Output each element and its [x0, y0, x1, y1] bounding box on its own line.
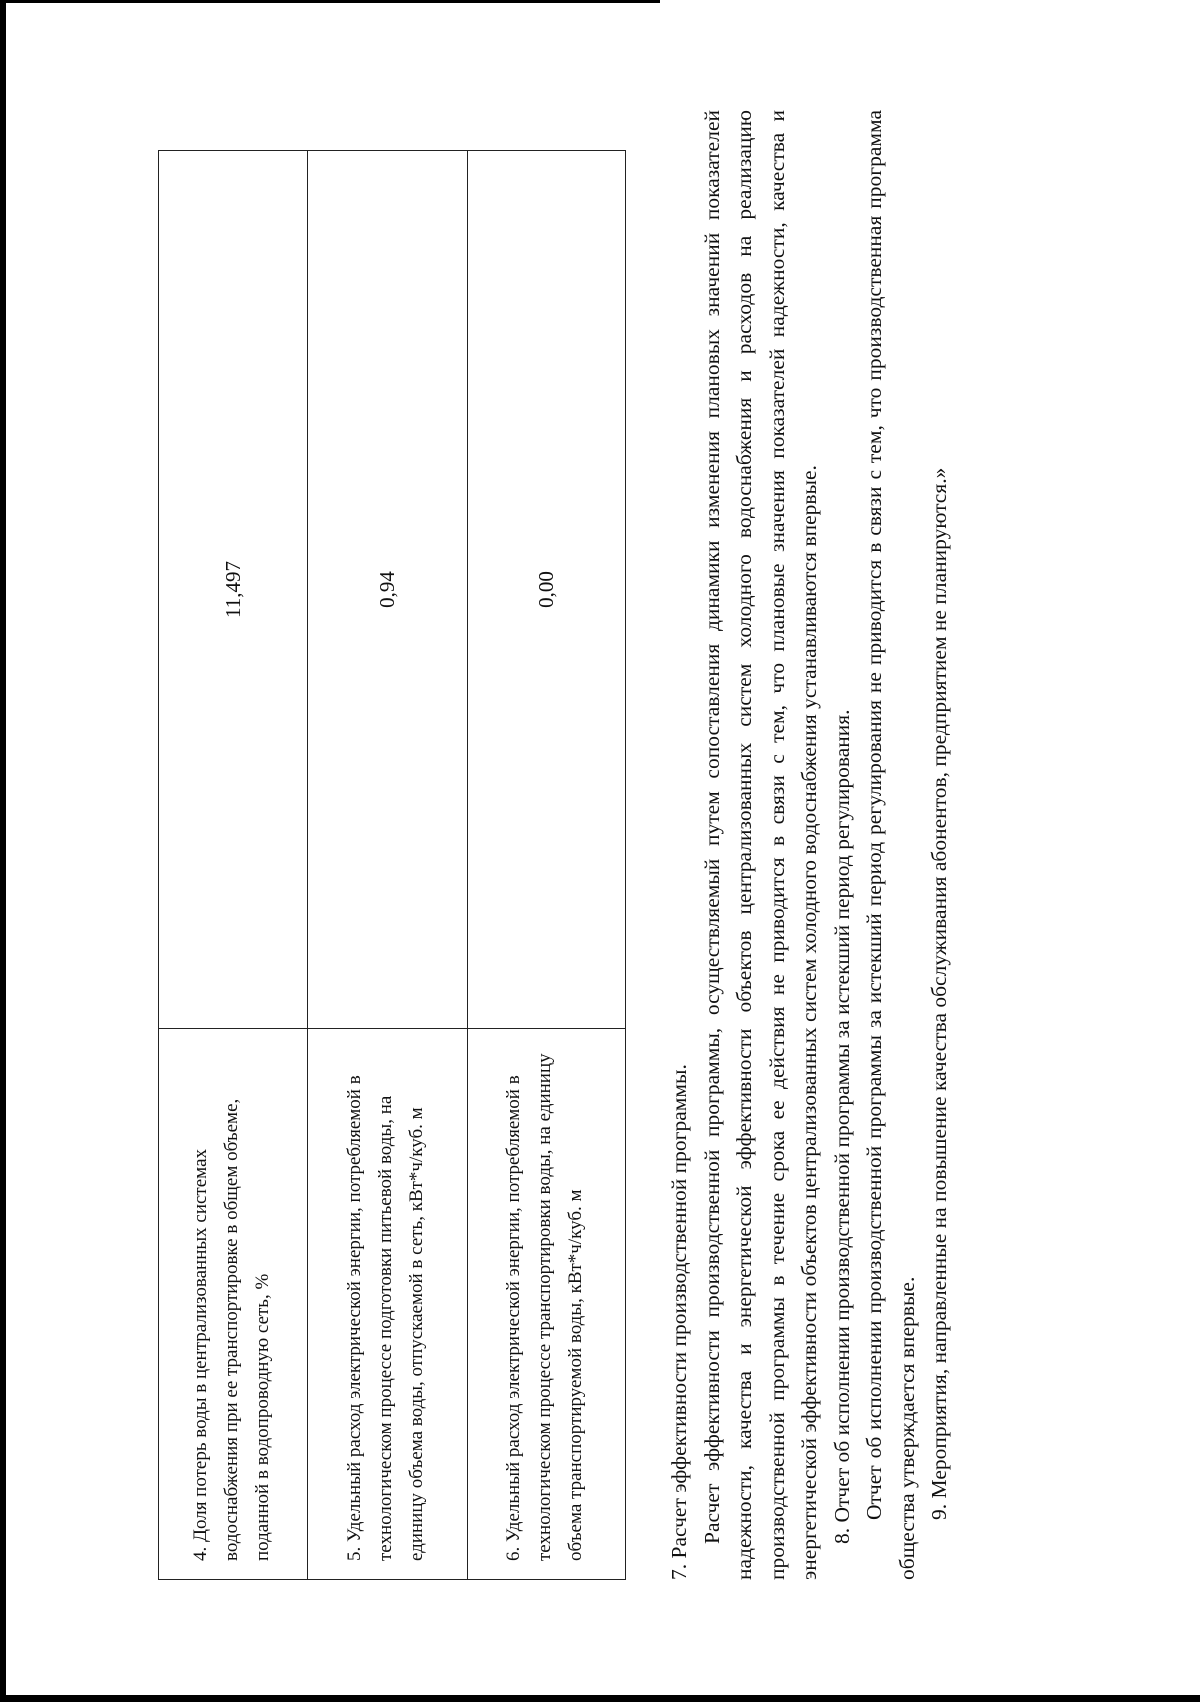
- scan-edge-bottom: [0, 1695, 1200, 1702]
- scan-edge-top: [0, 0, 660, 3]
- table-row: [159, 151, 308, 1580]
- scan-edge-left: [0, 0, 6, 1702]
- section-9-text: 9. Мероприятия, направленные на повышение качества обслуживания абонентов, предприятием не планируются.»: [927, 467, 951, 1520]
- indicator-value: 0,94: [308, 151, 468, 1029]
- indicator-label: 5. Удельный расход электрической энергии, потребляемой в технологическом процессе подготовки питьевой воды, на единицу объема воды, отпускаемой в сеть, кВт*ч/куб. м: [308, 1029, 468, 1580]
- section-8-body: Отчет об исполнении производственной программы за истекший период регулирования не приводится в связи с тем, что производственная программа общества утверждается впервые.: [862, 110, 919, 1580]
- indicator-label: 4. Доля потерь воды в централизованных системах водоснабжения при ее транспортировке в общем объеме, поданной в водопроводную сеть, %: [159, 1029, 308, 1580]
- document-text: [663, 110, 956, 1580]
- indicator-value: 11,497: [159, 151, 308, 1029]
- section-7-heading: 7. Расчет эффективности производственной программы.: [667, 1064, 691, 1580]
- section-7-body: Расчет эффективности производственной программы, осуществляемый путем сопоставления динамики изменения плановых значений показателей надежности, качества и энергетической эффективности объектов централизованных систем холодного водоснабжения и расходов на реализацию производственной программы в течение срока ее действия не приводится в связи с тем, что плановые значения показателей надежности, качества и энергетической эффективности объектов централизованных систем холодного водоснабжения устанавливаются впервые.: [699, 110, 821, 1580]
- rotated-page-content: [158, 70, 1058, 1600]
- indicator-label: 6. Удельный расход электрической энергии, потребляемой в технологическом процессе транспортировки воды, на единицу объема транспортируемой воды, кВт*ч/куб. м: [468, 1029, 626, 1580]
- indicators-table: [158, 150, 626, 1580]
- table-row: [468, 151, 626, 1580]
- table-row: [308, 151, 468, 1580]
- indicator-value: 0,00: [468, 151, 626, 1029]
- section-8-heading: 8. Отчет об исполнении производственной программы за истекший период регулирования.: [829, 709, 854, 1544]
